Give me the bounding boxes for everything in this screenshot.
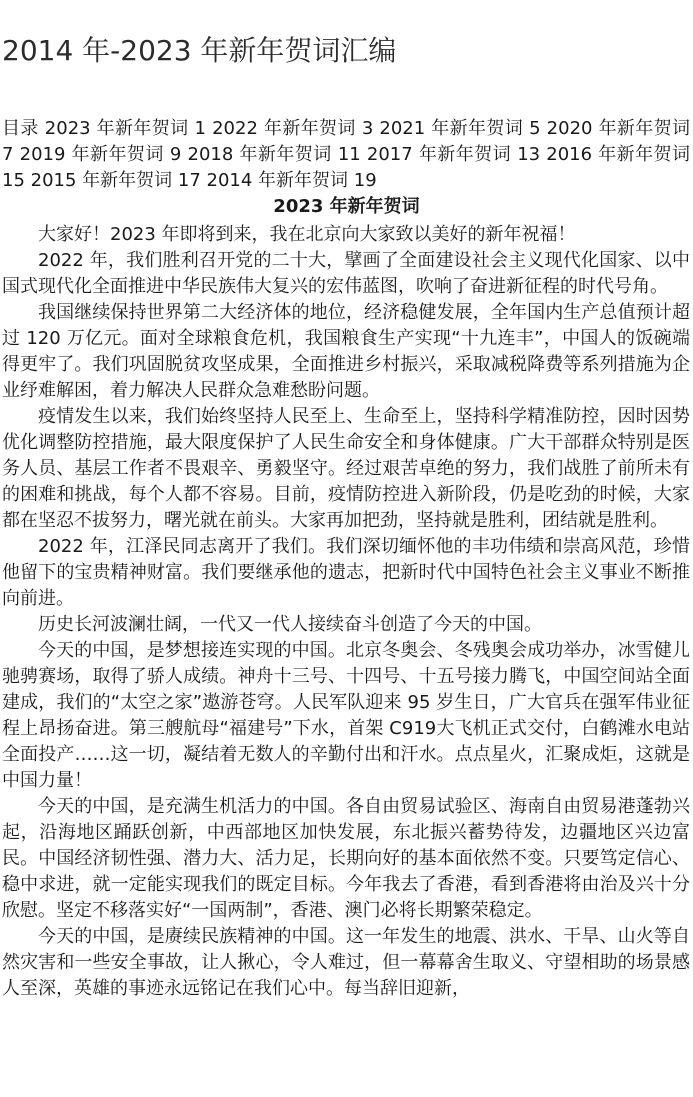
paragraph: 大家好！2023 年即将到来，我在北京向大家致以美好的新年祝福！ [38,224,576,245]
paragraph: 今天的中国，是梦想接连实现的中国。北京冬奥会、冬残奥会成功举办，冰雪健儿驰骋赛场，取得了骄人成绩。神舟十三号、十四号、十五号接力腾飞，中国空间站全面建成，我们的“太空之家”遨游苍穹。人民军队迎来 95 岁生日，广大官兵在强军伟业征程上昂扬奋进。第三艘航母“福建号”下水，首架 C919大飞机正式交付，白鹤滩水电站全面投产……这一切，凝结着无数人的辛勤付出和汗水。点点星火，汇聚成炬，这就是中国力量！ [2,640,690,791]
speech-body [2,222,690,1002]
paragraph: 今天的中国，是充满生机活力的中国。各自由贸易试验区、海南自由贸易港蓬勃兴起，沿海地区踊跃创新，中西部地区加快发展，东北振兴蓄势待发，边疆地区兴边富民。中国经济韧性强、潜力大、活力足，长期向好的基本面依然不变。只要笃定信心、稳中求进，就一定能实现我们的既定目标。今年我去了香港，看到香港将由治及兴十分欣慰。坚定不移落实好“一国两制”，香港、澳门必将长期繁荣稳定。 [2,796,690,921]
paragraph: 历史长河波澜壮阔，一代又一代人接续奋斗创造了今天的中国。 [38,614,542,635]
paragraph: 今天的中国，是赓续民族精神的中国。这一年发生的地震、洪水、干旱、山火等自然灾害和一些安全事故，让人揪心，令人难过，但一幕幕舍生取义、守望相助的场景感人至深，英雄的事迹永远铭记在我们心中。每当辞旧迎新， [2,926,690,999]
section-heading-title: 年新年贺词 [323,196,420,217]
paragraph: 2022 年，江泽民同志离开了我们。我们深切缅怀他的丰功伟绩和崇高风范，珍惜他留下的宝贵精神财富。我们要继承他的遗志，把新时代中国特色社会主义事业不断推向前进。 [2,536,690,609]
paragraph: 我国继续保持世界第二大经济体的地位，经济稳健发展，全年国内生产总值预计超过 120 万亿元。面对全球粮食危机，我国粮食生产实现“十九连丰”，中国人的饭碗端得更牢了。我们巩固脱贫攻坚成果，全面推进乡村振兴，采取减税降费等系列措施为企业纾难解困，着力解决人民群众急难愁盼问题。 [2,302,690,401]
section-heading-year: 2023 [273,196,324,217]
table-of-contents: 目录 2023 年新年贺词 1 2022 年新年贺词 3 2021 年新年贺词 5 2020 年新年贺词 7 2019 年新年贺词 9 2018 年新年贺词 11 2017 年新年贺词 13 2016 年新年贺词 15 2015 年新年贺词 17 2014 年新年贺词 19 [2,118,690,191]
document-title: 2014 年-2023 年新年贺词汇编 [2,34,397,67]
section-heading [0,194,693,220]
paragraph: 疫情发生以来，我们始终坚持人民至上、生命至上，坚持科学精准防控，因时因势优化调整防控措施，最大限度保护了人民生命安全和身体健康。广大干部群众特别是医务人员、基层工作者不畏艰辛、勇毅坚守。经过艰苦卓绝的努力，我们战胜了前所未有的困难和挑战，每个人都不容易。目前，疫情防控进入新阶段，仍是吃劲的时候，大家都在坚忍不拔努力，曙光就在前头。大家再加把劲，坚持就是胜利，团结就是胜利。 [2,406,690,531]
paragraph: 2022 年，我们胜利召开党的二十大，擘画了全面建设社会主义现代化国家、以中国式现代化全面推进中华民族伟大复兴的宏伟蓝图，吹响了奋进新征程的时代号角。 [2,250,690,297]
